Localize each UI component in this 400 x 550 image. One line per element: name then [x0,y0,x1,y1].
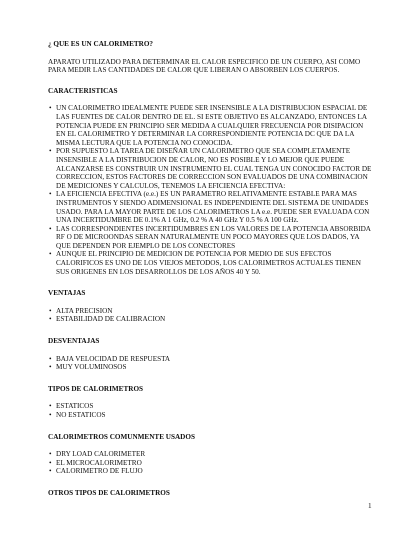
disadvantages-heading: DESVENTAJAS [48,337,100,346]
list-item: • LAS CORRESPONDIENTES INCERTIDUMBRES EN LOS VALORES DE LA POTENCIA ABSORBIDA RF O DE MICROONDAS SERAN NATURALMENTE UN POCO MAYORES QUE LOS DADOS, YA QUE DEPENDEN POR EJEMPLO DE LOS CONECTORES [48,225,374,251]
advantages-heading: VENTAJAS [48,289,86,298]
list-item: • BAJA VELOCIDAD DE RESPUESTA [48,355,374,364]
page-number: 1 [368,502,372,510]
list-item: • ESTABILIDAD DE CALIBRACION [48,315,374,324]
document-title: ¿ QUE ES UN CALORIMETRO? [48,40,154,48]
document-page [48,40,374,498]
characteristics-heading: CARACTERISTICAS [48,86,118,95]
characteristics-list [48,104,374,276]
list-item: • AUNQUE EL PRINCIPIO DE MEDICION DE POTENCIA POR MEDIO DE SUS EFECTOS CALORIFICOS ES UNO DE LOS VIEJOS METODOS, LOS CALORIMETROS ACTUALES TIENEN SUS ORIGENES EN LOS DESARROLLOS DE LOS AÑOS 40 Y 50. [48,250,374,276]
types-list [48,402,374,419]
list-item: • NO ESTATICOS [48,411,374,420]
list-item: • MUY VOLUMINOSOS [48,363,374,372]
list-item: • POR SUPUESTO LA TAREA DE DISEÑAR UN CALORIMETRO QUE SEA COMPLETAMENTE INSENSIBLE A LA DISTRIBUCION DE CALOR, NO ES POSIBLE Y LO MEJOR QUE PUEDE ALCANZARSE ES CONSTRUIR UN INSTRUMENTO EL CUAL TENGA UN CONOCIDO FACTOR DE CORRECCION, ESTOS FACTORES DE CORRECCION SON EVALUADOS DE UNA COMBINACION DE MEDICIONES Y CALCULOS, TENEMOS LA EFICIENCIA EFECTIVA: [48,147,374,190]
disadvantages-list [48,355,374,372]
common-calorimeters-list [48,450,374,476]
list-item: • ALTA PRECISION [48,307,374,316]
list-item: • UN CALORIMETRO IDEALMENTE PUEDE SER INSENSIBLE A LA DISTRIBUCION ESPACIAL DE LAS FUENTES DE CALOR DENTRO DE EL. SI ESTE OBJETIVO ES ALCANZADO, ENTONCES LA POTENCIA PUEDE EN PRINCIPIO SER MEDIDA A CUALQUIER FRECUENCIA POR DISIPACION EN EL CALORIMETRO Y DETERMINAR LA CORRESPONDIENTE POTENCIA DC QUE DA LA MISMA LECTURA QUE LA POTENCIA NO CONOCIDA. [48,104,374,147]
list-item: • ESTATICOS [48,402,374,411]
list-item: • DRY LOAD CALORIMETER [48,450,374,459]
list-item: • LA EFICIENCIA EFECTIVA (e.e.) ES UN PARAMETRO RELATIVAMENTE ESTABLE PARA MAS INSTRUMENTOS Y SIENDO ADIMENSIONAL ES INDEPENDIENTE DEL SISTEMA DE UNIDADES USADO. PARA LA MAYOR PARTE DE LOS CALORIMETROS LA e.e. PUEDE SER EVALUADA CON UNA INCERTIDUMBRE DE 0.1% A 1 GHz, 0.2 % A 40 GHz Y 0.5 % A 100 GHz. [48,190,374,224]
intro-paragraph: APARATO UTILIZADO PARA DETERMINAR EL CALOR ESPECIFICO DE UN CUERPO, ASI COMO PARA MEDIR LAS CANTIDADES DE CALOR QUE LIBERAN O ABSORBEN LOS CUERPOS. [48,57,361,75]
list-item: • EL MICROCALORIMETRO [48,459,374,468]
common-calorimeters-heading: CALORIMETROS COMUNMENTE USADOS [48,432,195,441]
advantages-list [48,307,374,324]
other-types-heading: OTROS TIPOS DE CALORIMETROS [48,488,170,497]
types-heading: TIPOS DE CALORIMETROS [48,384,144,393]
list-item: • CALORIMETRO DE FLUJO [48,467,374,476]
